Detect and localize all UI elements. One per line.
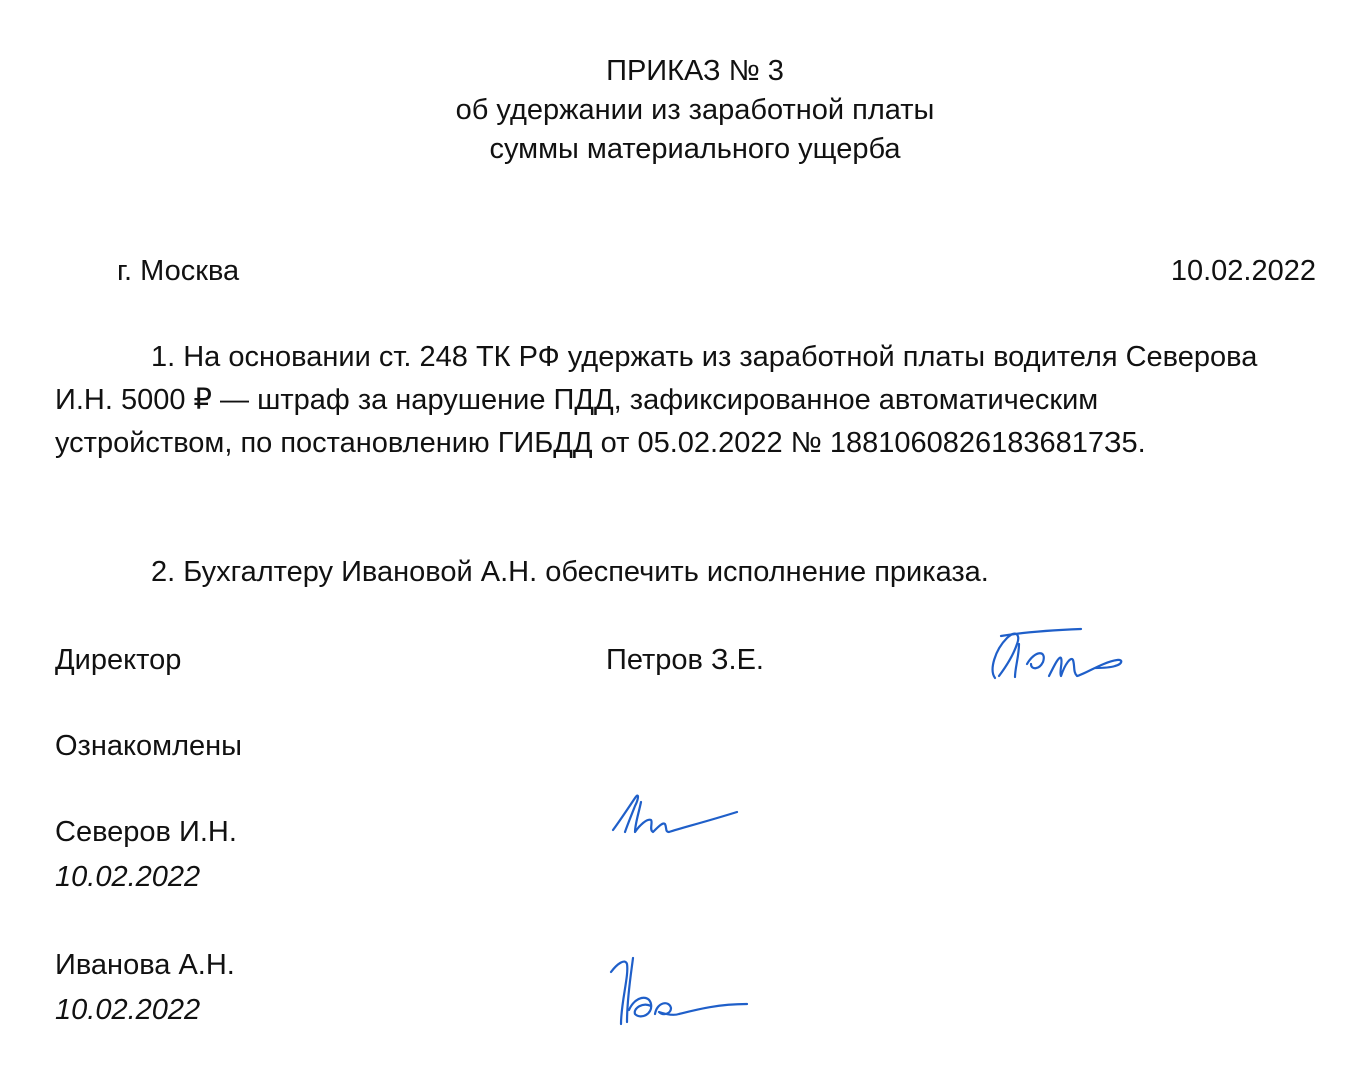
acknowledger-date-2: 10.02.2022 [55, 994, 201, 1026]
order-paragraph-1: 1. На основании ст. 248 ТК РФ удержать из заработной платы водителя Северова И.Н. 5000 ₽ — штраф за нарушение ПДД, зафиксированное автоматическим устройством, по постановлению ГИБДД от 05.02.2022 № 18810608261836817З5. [55, 341, 1258, 459]
document-header [0, 52, 1360, 169]
acknowledger-name-1: Северов И.Н. [55, 816, 237, 848]
acknowledger-name-2: Иванова А.Н. [55, 949, 235, 981]
document-subtitle-line-1: об удержании из заработной платы [455, 94, 935, 126]
order-paragraph-2: 2. Бухгалтеру Ивановой А.Н. обеспечить исполнение приказа. [151, 556, 989, 588]
ivanova-signature [605, 950, 755, 1030]
document-date: 10.02.2022 [1170, 255, 1316, 287]
document-subtitle-line-2: суммы материального ущерба [489, 133, 901, 165]
document-city: г. Москва [117, 255, 240, 287]
document-title: ПРИКАЗ № 3 [606, 55, 784, 87]
acknowledged-label: Ознакомлены [55, 730, 242, 762]
severov-signature [605, 782, 750, 852]
acknowledger-date-1: 10.02.2022 [55, 861, 201, 893]
director-title: Директор [55, 644, 182, 676]
director-signature [985, 620, 1135, 690]
director-name: Петров З.Е. [606, 644, 764, 676]
